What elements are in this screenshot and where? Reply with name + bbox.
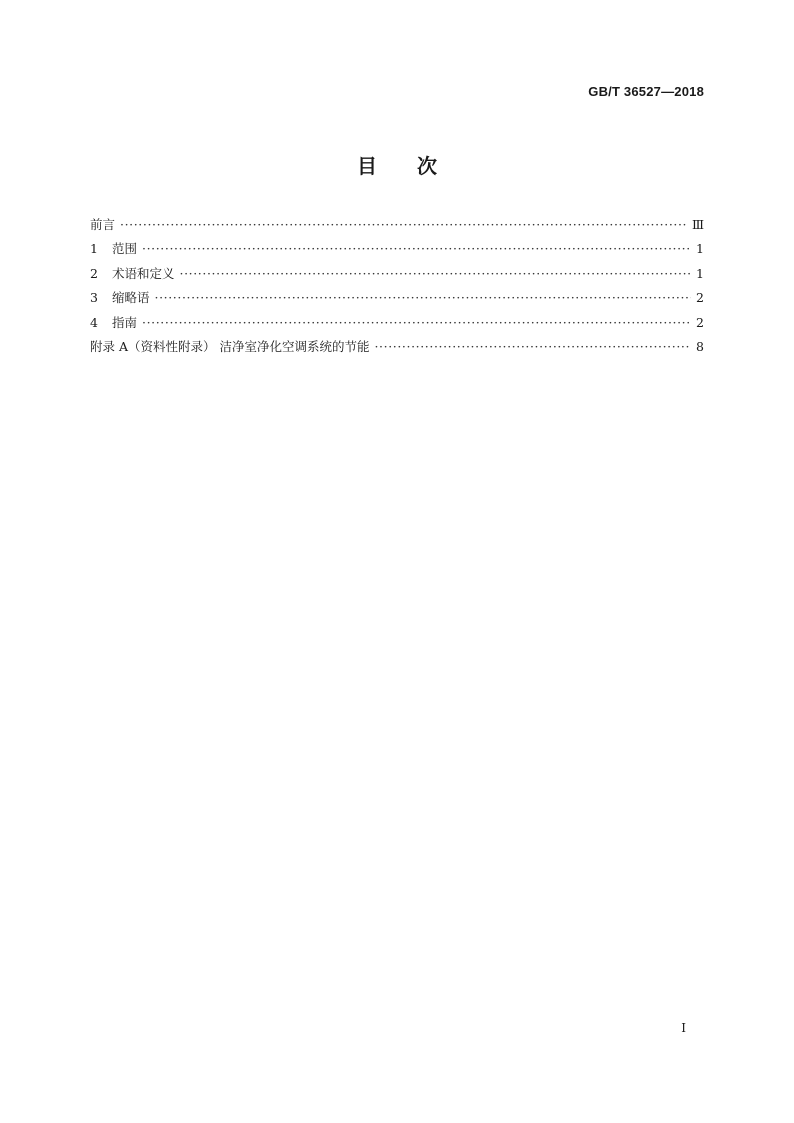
toc-dot-leader [142,315,691,330]
toc-entry-label: 前言 [90,217,116,232]
toc-entry-guide[interactable] [90,313,704,337]
toc-dot-leader [142,241,691,256]
toc-dot-leader [120,217,687,232]
toc-entry-foreword[interactable] [90,215,704,239]
toc-entry-annex-a[interactable] [90,337,704,361]
toc-entry-page: 8 [696,338,704,354]
standard-number: GB/T 36527—2018 [588,84,704,99]
toc-entry-scope[interactable] [90,239,704,263]
toc-dot-leader [180,266,692,281]
page-number: I [681,1021,686,1035]
toc-entry-label: 术语和定义 [112,265,175,281]
toc-entry-label: 缩略语 [112,290,150,306]
toc-entry-number: 3 [90,290,98,306]
toc-entry-label: 范围 [112,241,138,257]
toc-entry-number: 2 [90,265,98,281]
toc-entry-number: 4 [90,314,98,330]
toc-entry-abbreviations[interactable] [90,288,704,312]
page-title-right: 次 [417,154,437,178]
toc-entry-page: 2 [696,290,704,306]
toc-dot-leader [155,290,692,305]
toc-entry-page: 1 [696,265,704,281]
toc-entry-page: 2 [696,314,704,330]
table-of-contents [90,215,704,361]
toc-entry-label: 指南 [112,314,138,330]
page-title [0,150,794,179]
toc-entry-page: Ⅲ [691,217,704,232]
page-title-left: 目 [357,154,377,178]
toc-entry-label: 附录 A（资料性附录） 洁净室净化空调系统的节能 [90,338,370,354]
toc-entry-number: 1 [90,241,98,257]
toc-entry-terms[interactable] [90,264,704,288]
toc-entry-page: 1 [696,241,704,257]
toc-dot-leader [374,339,691,354]
